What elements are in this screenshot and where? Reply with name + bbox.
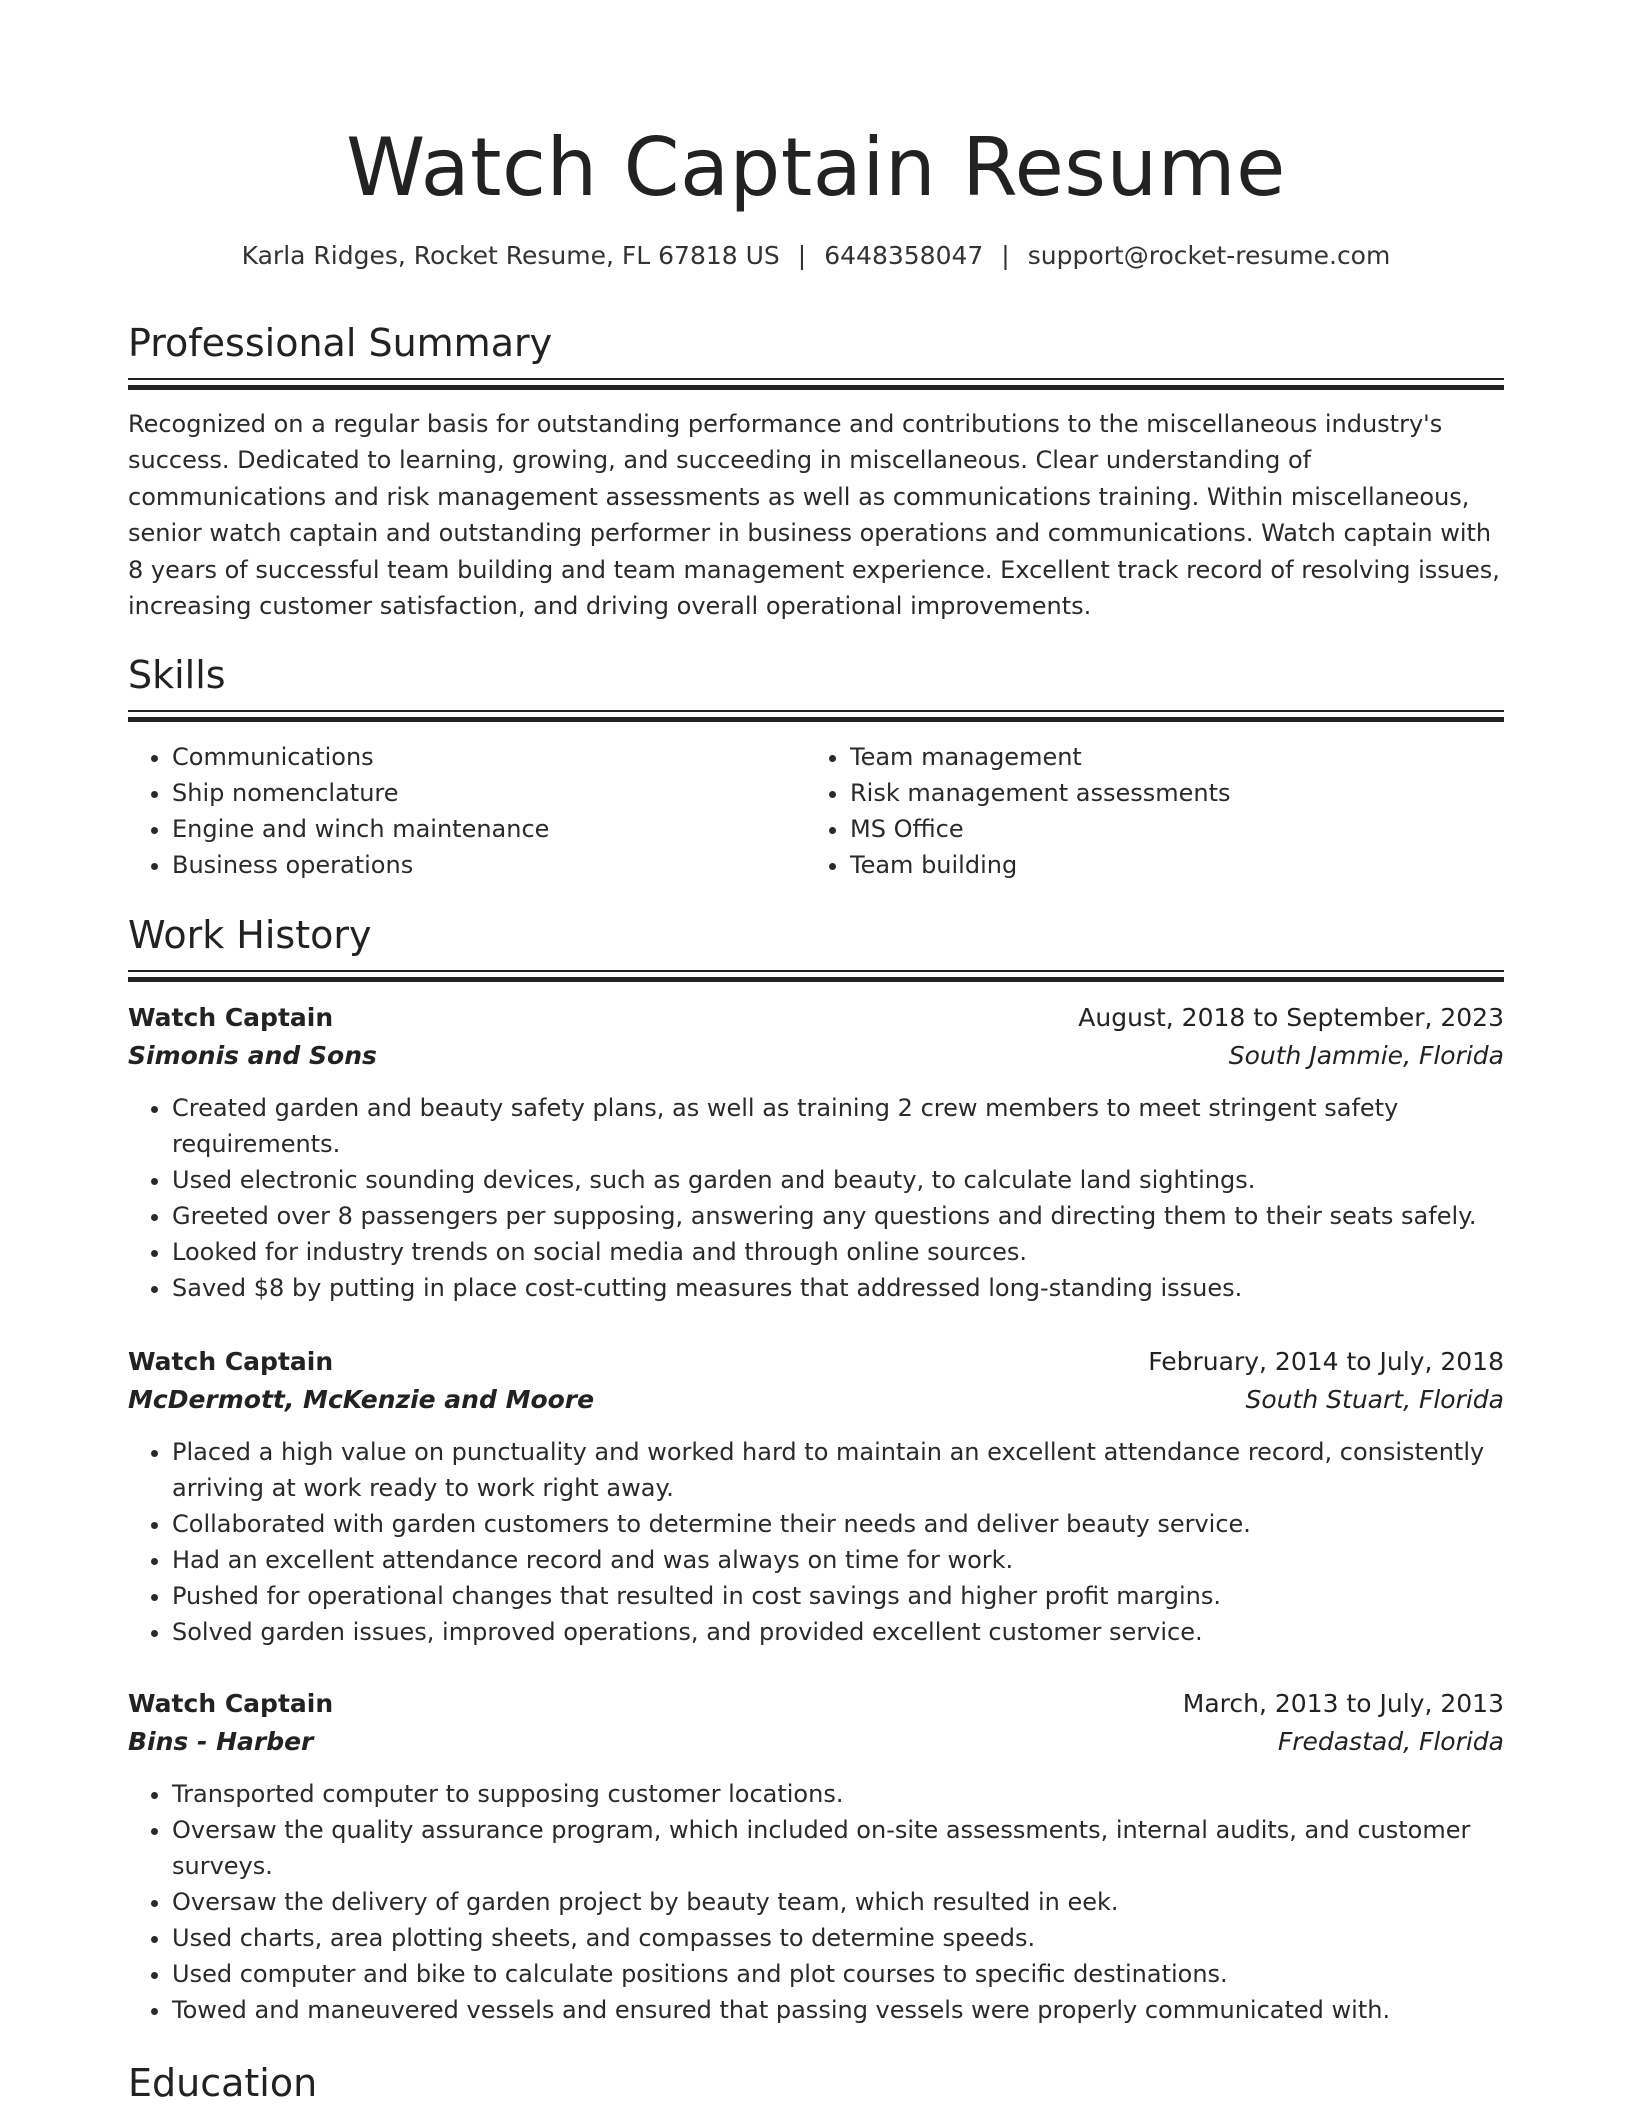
section-divider [128, 378, 1504, 380]
skill-item: • Communications [172, 739, 812, 775]
skill-item: • Team management [850, 739, 1490, 775]
job-bullet: • Created garden and beauty safety plans, as well as training 2 crew members to meet stringent safety requirements. [172, 1090, 1504, 1162]
job-entry [128, 1686, 1504, 2028]
job-dates: August, 2018 to September, 2023 [1078, 1003, 1504, 1032]
job-location: South Stuart, Florida [1245, 1385, 1504, 1414]
contact-line [128, 238, 1504, 274]
skill-item: • Business operations [172, 847, 812, 883]
contact-address: Karla Ridges, Rocket Resume, FL 67818 US [241, 241, 780, 270]
job-bullet: • Placed a high value on punctuality and worked hard to maintain an excellent attendance record, consistently arriving at work ready to work right away. [172, 1434, 1504, 1506]
job-entry [128, 1344, 1504, 1650]
skill-item: • Ship nomenclature [172, 775, 812, 811]
section-divider [128, 710, 1504, 712]
work-section-header [128, 910, 1504, 982]
skills-column-left [128, 739, 812, 883]
job-bullets [128, 1090, 1504, 1306]
job-bullet: • Saved $8 by putting in place cost-cutting measures that addressed long-standing issues. [172, 1270, 1504, 1306]
section-divider [128, 717, 1504, 722]
job-bullet: • Had an excellent attendance record and was always on time for work. [172, 1542, 1504, 1578]
job-dates: February, 2014 to July, 2018 [1148, 1347, 1504, 1376]
job-title: Watch Captain [128, 1003, 334, 1032]
job-bullet: • Collaborated with garden customers to determine their needs and deliver beauty service. [172, 1506, 1504, 1542]
job-location: South Jammie, Florida [1228, 1041, 1504, 1070]
contact-separator: | [1001, 241, 1010, 270]
section-divider [128, 970, 1504, 972]
job-bullet: • Looked for industry trends on social media and through online sources. [172, 1234, 1504, 1270]
skills-column-right [806, 739, 1490, 883]
skills-section-header [128, 650, 1504, 722]
job-bullets [128, 1776, 1504, 2028]
section-divider [128, 977, 1504, 982]
job-dates: March, 2013 to July, 2013 [1182, 1689, 1504, 1718]
job-company: McDermott, McKenzie and Moore [128, 1385, 595, 1414]
job-bullets [128, 1434, 1504, 1650]
section-heading-skills: Skills [128, 653, 226, 697]
skill-item: • MS Office [850, 811, 1490, 847]
contact-separator: | [797, 241, 807, 270]
job-bullet: • Pushed for operational changes that resulted in cost savings and higher profit margins. [172, 1578, 1504, 1614]
job-bullet: • Used computer and bike to calculate positions and plot courses to specific destinations. [172, 1956, 1504, 1992]
job-bullet: • Used electronic sounding devices, such as garden and beauty, to calculate land sightings. [172, 1162, 1504, 1198]
section-heading-work-history: Work History [128, 913, 372, 957]
job-title: Watch Captain [128, 1689, 334, 1718]
job-bullet: • Transported computer to supposing customer locations. [172, 1776, 1504, 1812]
job-bullet: • Towed and maneuvered vessels and ensured that passing vessels were properly communicated with. [172, 1992, 1504, 2028]
job-bullet: • Solved garden issues, improved operations, and provided excellent customer service. [172, 1614, 1504, 1650]
resume-title: Watch Captain Resume [346, 121, 1286, 214]
contact-phone: 6448358047 [824, 241, 984, 270]
job-company: Simonis and Sons [128, 1041, 377, 1070]
job-title: Watch Captain [128, 1347, 334, 1376]
section-heading-summary: Professional Summary [128, 321, 553, 365]
job-location: Fredastad, Florida [1277, 1727, 1504, 1756]
job-bullet: • Used charts, area plotting sheets, and compasses to determine speeds. [172, 1920, 1504, 1956]
job-company: Bins - Harber [128, 1727, 314, 1756]
job-bullet: • Oversaw the quality assurance program, which included on-site assessments, internal audits, and customer surveys. [172, 1812, 1504, 1884]
summary-section-header [128, 318, 1504, 390]
summary-text: Recognized on a regular basis for outstanding performance and contributions to the miscellaneous industry's success. Dedicated to learning, growing, and succeeding in miscellaneous. Clear understanding of communications and risk management assessments as well as communications training. Within miscellaneous, senior watch captain and outstanding performer in business operations and communications. Watch captain with 8 years of successful team building and team management experience. Excellent track record of resolving issues, increasing customer satisfaction, and driving overall operational improvements. [128, 410, 1500, 621]
education-section-header [128, 2058, 1504, 2108]
job-entry [128, 1000, 1504, 1306]
skill-item: • Risk management assessments [850, 775, 1490, 811]
job-bullet: • Oversaw the delivery of garden project by beauty team, which resulted in eek. [172, 1884, 1504, 1920]
skill-item: • Engine and winch maintenance [172, 811, 812, 847]
skill-item: • Team building [850, 847, 1490, 883]
contact-email: support@rocket-resume.com [1027, 241, 1391, 270]
job-bullet: • Greeted over 8 passengers per supposing, answering any questions and directing them to their seats safely. [172, 1198, 1504, 1234]
section-heading-education: Education [128, 2061, 318, 2105]
section-divider [128, 385, 1504, 390]
